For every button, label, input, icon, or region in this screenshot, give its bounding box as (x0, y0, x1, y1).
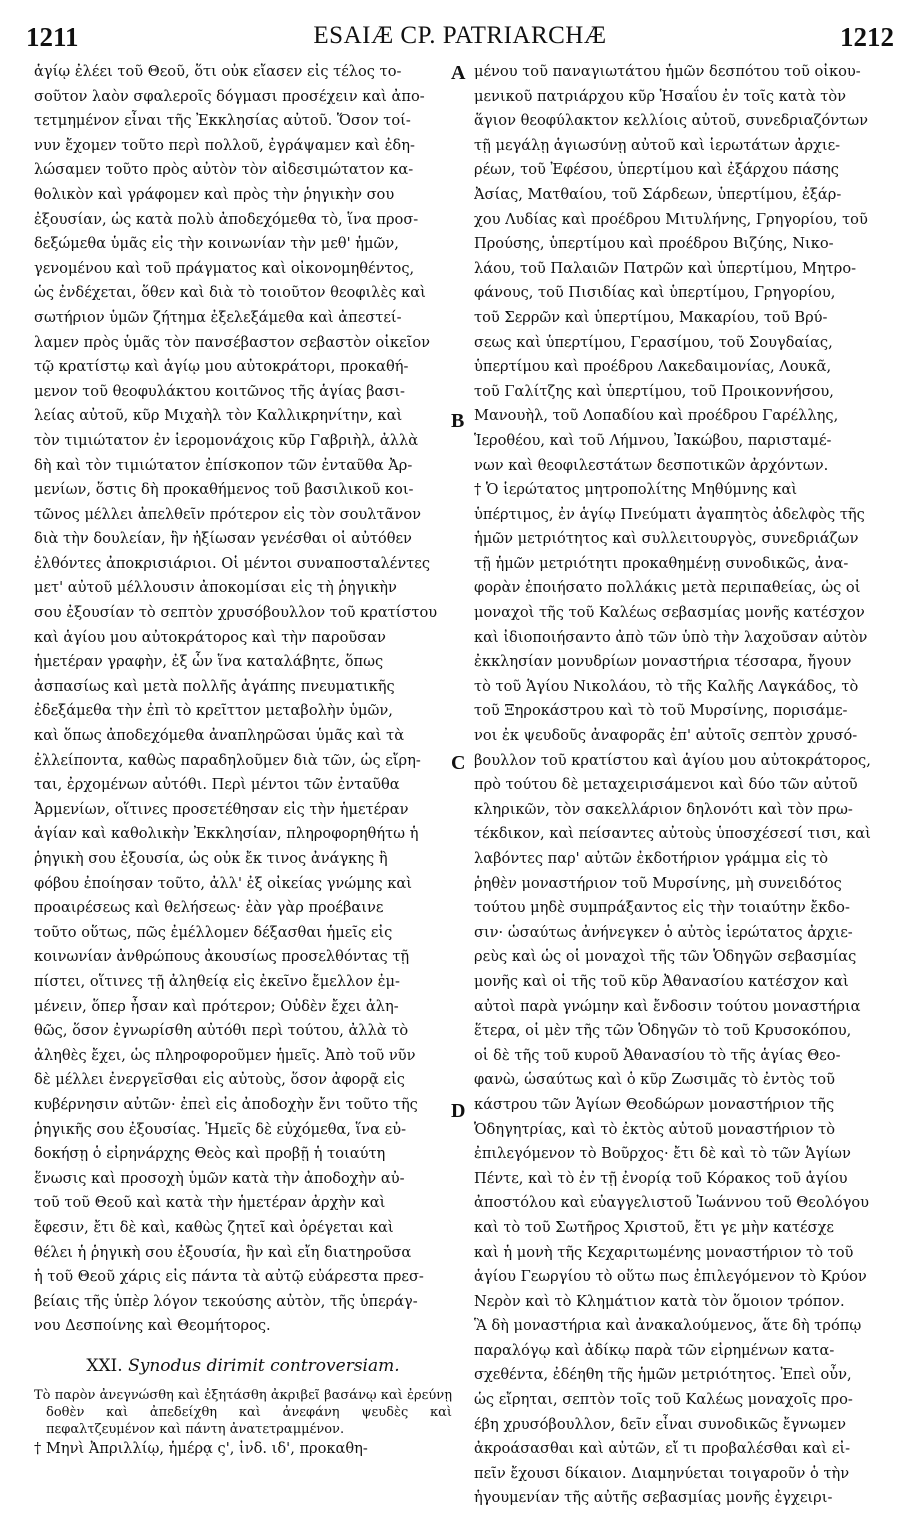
left-column-text-line: λαμεν πρὸς ὑμᾶς τὸν πανσέβαστον σεβαστὸν οἰκεῖον (34, 333, 431, 351)
left-column-text-line: τὸν τιμιώτατον ἐν ἱερομονάχοις κῦρ Γαβριὴλ, ἀλλὰ (34, 431, 419, 449)
right-column-text-line: ρέων, τοῦ Ἐφέσου, ὑπερτίμου καὶ ἐξάρχου πάσης (474, 161, 839, 179)
right-column-text-line: ἕτερα, οἱ μὲν τῆς τῶν Ὁδηγῶν τὸ τοῦ Κρυσοκόπου, (474, 1022, 852, 1040)
right-column-text-line: πρὸ τούτου δὲ μεταχειρισάμενοι καὶ δύο τῶν αὐτοῦ (474, 776, 858, 794)
right-column-text-line: φορὰν ἐποιήσατο πολλάκις μετὰ περιπαθείας, ὡς οἱ (474, 579, 861, 597)
left-column-text-line: μενίων, ὅστις δὴ προκαθήμενος τοῦ βασιλικοῦ κοι- (34, 481, 414, 499)
marker-c: C (451, 752, 466, 774)
left-column-text-line: γενομένου καὶ τοῦ πράγματος καὶ οἰκονομηθέντος, (34, 259, 415, 277)
right-column-text-line: νων καὶ θεοφιλεστάτων δεσποτικῶν ἀρχόντων. (474, 456, 829, 474)
right-column-text-line: μένου τοῦ παναγιωτάτου ἡμῶν δεσπότου τοῦ οἰκου- (474, 63, 861, 80)
right-column-text-line: τοῦ Σερρῶν καὶ ὑπερτίμου, Μακαρίου, τοῦ Βρύ- (474, 308, 828, 326)
left-column-text (34, 60, 452, 1339)
right-column-text-line: λάου, τοῦ Παλαιῶν Πατρῶν καὶ ὑπερτίμου, Μητρο- (474, 259, 857, 277)
left-column (34, 60, 452, 1460)
marker-d: D (451, 1100, 466, 1122)
right-column-text-line: καὶ ἰδιοποιήσαντο ἀπὸ τῶν ὑπὸ τὴν λαχοῦσαν αὐτὸν (474, 628, 868, 646)
right-column-text-line: ἐπιλεγόμενον τὸ Βοῦρχος· ἔτι δὲ καὶ τὸ τῶν Ἁγίων (474, 1145, 851, 1163)
right-column-text-line: ὑπερτίμου καὶ προέδρου Λακεδαιμονίας, Λουκᾶ, (474, 358, 832, 376)
left-column-text-line: λείας αὐτοῦ, κῦρ Μιχαὴλ τὸν Καλλικρηνίτην, καὶ (34, 407, 403, 425)
left-column-text-line: ται, ἐρχομένων αὐτόθι. Περὶ μέντοι τῶν ἐνταῦθα (34, 776, 400, 794)
right-column-text-line: Ὁδηγητρίας, καὶ τὸ ἐκτὸς αὐτοῦ μοναστήριον τὸ (474, 1120, 836, 1138)
left-column-text-line: φόβου ἐποίησαν τοῦτο, ἀλλ' ἐξ οἰκείας γνώμης καὶ (34, 874, 412, 892)
right-column-text-line: Ἱεροθέου, καὶ τοῦ Λήμνου, Ἰακώβου, παρισταμέ- (474, 431, 832, 449)
right-column (474, 60, 884, 1511)
left-column-text-line: τετμημένον εἶναι τῆς Ἐκκλησίας αὐτοῦ. Ὅσον τοί- (34, 112, 411, 130)
left-column-text-line: κυβέρνησιν αὐτῶν· ἐπεὶ εἰς ἀποδοχὴν ἔνι τοῦτο τῆς (34, 1095, 418, 1113)
section-heading (34, 1355, 452, 1377)
left-page-number: 1211 (26, 22, 79, 52)
left-column-text-line: θέλει ἡ ῥηγικὴ σου ἐξουσία, ἣν καὶ εἴη διατηροῦσα (34, 1243, 412, 1261)
right-column-text-line: παραλόγῳ καὶ ἀδίκῳ παρὰ τῶν εἰρημένων κατα- (474, 1341, 835, 1359)
right-column-text-line: Ἀσίας, Ματθαίου, τοῦ Σάρδεων, ὑπερτίμου, ἐξάρ- (474, 185, 842, 203)
right-column-text-line: κάστρου τῶν Ἁγίων Θεοδώρων μοναστήριον τῆς (474, 1095, 835, 1113)
left-column-text-line: ἐδεξάμεθα τὴν ἐπὶ τὸ κρεῖττον μεταβολὴν ὑμῶν, (34, 702, 393, 720)
left-column-text-line: πίστει, οἵτινες τῇ ἀληθείᾳ εἰς ἐκεῖνο ἔμελλον ἐμ- (34, 972, 400, 990)
section-title: Synodus dirimit controversiam. (128, 1355, 400, 1376)
right-column-text-line: κληρικῶν, τὸν σακελλάριον δηλονότι καὶ τὸν πρω- (474, 800, 853, 818)
left-column-text-line: δοκήσῃ ὁ εἰρηνάρχης Θεὸς καὶ προβῇ ἡ τοιαύτη (34, 1145, 386, 1163)
right-column-text-line: Πέντε, καὶ τὸ ἐν τῇ ἐνορίᾳ τοῦ Κόρακος τοῦ ἁγίου (474, 1169, 848, 1187)
right-column-text-line: τούτου μηδὲ συμπράξαντος εἰς τὴν τοιαύτην ἔκδο- (474, 899, 850, 917)
right-column-text-line: μενικοῦ πατριάρχου κῦρ Ἡσαΐου ἐν τοῖς κατὰ τὸν (474, 87, 846, 105)
right-column-text-line: ὑπέρτιμος, ἐν ἁγίῳ Πνεύματι ἀγαπητὸς ἀδελφὸς τῆς (474, 505, 865, 523)
left-column-text-line: καὶ ὅπως ἀποδεχόμεθα ἀναπληρῶσαι ὑμᾶς καὶ τὰ (34, 727, 405, 745)
left-column-text-line: ἡμετέραν γραφὴν, ἐξ ὧν ἵνα καταλάβητε, ὅπως (34, 653, 384, 671)
left-column-text-line: ἐξουσίαν, ὡς κατὰ πολὺ ἀποδεχόμεθα τὸ, ἵνα προσ- (34, 210, 419, 228)
right-column-text-line: † Ὁ ἱερώτατος μητροπολίτης Μηθύμνης καὶ (474, 481, 798, 499)
right-column-text-line: σιν· ὡσαύτως ἀνήνεγκεν ὁ αὐτὸς ἱερώτατος ἀρχιε- (474, 923, 853, 941)
right-column-text-line: Προύσης, ὑπερτίμου καὶ προέδρου Βιζύης, Νικο- (474, 235, 834, 253)
right-column-text-line: τὸ τοῦ Ἁγίου Νικολάου, τὸ τῆς Καλῆς Λαγκάδος, τὸ (474, 677, 859, 695)
left-column-text-line: ἡ τοῦ Θεοῦ χάρις εἰς πάντα τὰ αὐτῷ εὐάρεστα πρεσ- (34, 1268, 424, 1286)
right-column-text-line: τῇ ἡμῶν μετριότητι προκαθημένῃ συνοδικῶς, ἀνα- (474, 554, 849, 572)
section-dateline: † Μηνὶ Ἀπριλλίῳ, ἡμέρᾳ ς', ἰνδ. ιδ', προκαθη- (34, 1439, 368, 1457)
left-column-text-line: τῶνος μέλλει ἀπελθεῖν πρότερον εἰς τὸν σουλτᾶνον (34, 505, 422, 523)
right-column-text-line: ρεὺς καὶ ὡς οἱ μοναχοὶ τῆς τῶν Ὁδηγῶν σεβασμίας (474, 948, 857, 966)
left-column-text-line: καὶ ἁγίου μου αὐτοκράτορος καὶ τὴν παροῦσαν (34, 628, 386, 646)
right-column-text-line: μονῆς καὶ οἱ τῆς τοῦ κῦρ Ἀθανασίου κατέσχον καὶ (474, 972, 849, 990)
right-column-text-line: καὶ ἡ μονὴ τῆς Κεχαριτωμένης μοναστήριον τὸ τοῦ (474, 1243, 854, 1261)
left-column-text-line: τῷ κρατίστῳ καὶ ἁγίῳ μου αὐτοκράτορι, προκαθή- (34, 358, 409, 376)
left-column-text-line: ῥηγικῆς σου ἐξουσίας. Ἡμεῖς δὲ εὐχόμεθα, ἵνα εὐ- (34, 1120, 407, 1138)
right-column-text-line: Ἃ δὴ μοναστήρια καὶ ἀνακαλούμενος, ἅτε δὴ τρόπῳ (474, 1317, 862, 1335)
right-page-number: 1212 (840, 22, 894, 52)
right-column-text-line: φανὼ, ὡσαύτως καὶ ὁ κῦρ Ζωσιμᾶς τὸ ἐντὸς τοῦ (474, 1071, 835, 1089)
left-column-text-line: ὡς ἐνδέχεται, ὅθεν καὶ διὰ τὸ τοιοῦτον θεοφιλὲς καὶ (34, 284, 426, 302)
left-column-text-line: ἕνωσις καὶ προσοχὴ ὑμῶν κατὰ τὴν ἀποδοχὴν αὐ- (34, 1169, 405, 1187)
right-column-text-line: Μανουὴλ, τοῦ Λοπαδίου καὶ προέδρου Γαρέλλης, (474, 407, 839, 425)
right-column-text-line: έβη χρυσόβουλλον, δεῖν εἶναι συνοδικῶς ἔγνωμεν (474, 1415, 846, 1433)
left-column-text-line: νου Δεσποίνης καὶ Θεομήτορος. (34, 1317, 271, 1335)
right-column-text-line: νοι ἐκ ψευδοῦς ἀναφορᾶς ἐπ' αὐτοῖς σεπτὸν χρυσό- (474, 727, 858, 745)
right-column-text-line: ἀποστόλου καὶ εὐαγγελιστοῦ Ἰωάννου τοῦ Θεολόγου (474, 1194, 870, 1212)
left-column-text-line: τοῦτο οὕτως, πῶς ἐμέλλομεν δέξασθαι ἡμεῖς εἰς (34, 923, 393, 941)
right-column-text-line: βουλλον τοῦ κρατίστου καὶ ἁγίου μου αὐτοκράτορος, (474, 751, 871, 769)
left-column-text-line: σοῦτον λαὸν σφαλεροῖς δόγμασι προσέχειν καὶ ἀπο- (34, 87, 425, 105)
right-column-text-line: τοῦ Γαλίτζης καὶ ὑπερτίμου, τοῦ Προικοννήσου, (474, 382, 834, 400)
right-column-text-line: ῥηθὲν μοναστήριον τοῦ Μυρσίνης, μὴ συνειδότος (474, 874, 842, 892)
page-header (24, 22, 896, 62)
left-column-text-line: προαιρέσεως καὶ θελήσεως· ἐὰν γὰρ προέβαινε (34, 899, 384, 917)
left-column-text-line: ῥηγικὴ σου ἐξουσία, ὡς οὐκ ἔκ τινος ἀνάγκης ἢ (34, 850, 388, 867)
right-column-text-line: καὶ τὸ τοῦ Σωτῆρος Χριστοῦ, ἔτι γε μὴν κατέσχε (474, 1218, 834, 1236)
left-column-text-line: λώσαμεν τοῦτο πρὸς αὐτὸν τὸν αἰδεσιμώτατον κα- (34, 161, 414, 179)
left-column-text-line: τοῦ τοῦ Θεοῦ καὶ κατὰ τὴν ἡμετέραν ἀρχὴν καὶ (34, 1194, 386, 1212)
left-column-text-line: κοινωνίαν ἀνθρώπους ἀκουσίως προσελθόντας τῇ (34, 948, 410, 966)
left-column-text-line: μετ' αὐτοῦ μέλλουσιν ἀποκομίσαι εἰς τὴ ῥηγικὴν (34, 579, 397, 597)
right-column-text-line: αὐτοὶ παρὰ γνώμην καὶ ἔνδοσιν τούτου μοναστήρια (474, 997, 861, 1015)
left-column-text-line: νυν ἔχομεν τοῦτο περὶ πολλοῦ, ἐγράψαμεν καὶ ἐδη- (34, 136, 415, 154)
left-column-text-line: βείαις τῆς ὑπὲρ λόγον τεκούσης αὐτὸν, τῆς ὑπεράγ- (34, 1292, 418, 1310)
section-summary: Τὸ παρὸν ἀνεγνώσθη καὶ ἐξητάσθη ἀκριβεῖ βασάνῳ καὶ ἐρεύνῃ δοθὲν καὶ ἀπεδείχθη καὶ ἀνεφάνη ψευδὲς καὶ πεφαλτζευμένον καὶ πάντη ἀνατετραμμένον. (34, 1387, 452, 1437)
right-column-text-line: ὡς εἴρηται, σεπτὸν τοῖς τοῦ Καλέως μοναχοῖς προ- (474, 1391, 853, 1409)
left-column-text-line: ἁγίαν καὶ καθολικὴν Ἐκκλησίαν, πληροφορηθήτω ἡ (34, 825, 419, 843)
left-column-text-line: δεξώμεθα ὑμᾶς εἰς τὴν κοινωνίαν τὴν μεθ' ἡμῶν, (34, 235, 399, 253)
left-column-text-line: σωτήριον ὑμῶν ζήτημα ἐξελεξάμεθα καὶ ἀπεστεί- (34, 308, 402, 326)
left-column-text-line: δὲ μέλλει ἐνεργεῖσθαι εἰς αὐτοὺς, ὅσον ἀφορᾷ εἰς (34, 1071, 405, 1089)
right-column-text-line: ἡγουμενίαν τῆς αὐτῆς σεβασμίας μονῆς ἐγχειρι- (474, 1489, 833, 1507)
right-column-text-line: τοῦ Ξηροκάστρου καὶ τὸ τοῦ Μυρσίνης, πορισάμε- (474, 702, 848, 720)
right-column-text-line: ἡμῶν μετριότητος καὶ συλλειτουργὸς, συνεδριάζων (474, 530, 859, 548)
left-column-text-line: ἀσπασίως καὶ μετὰ πολλῆς ἀγάπης πνευματικῆς (34, 677, 395, 695)
right-column-text-line: ἅγιον θεοφύλακτον κελλίοις αὐτοῦ, συνεδριαζόντων (474, 112, 868, 130)
left-column-text-line: μενον τοῦ θεοφυλάκτου κοιτῶνος τῆς ἁγίας βασι- (34, 382, 405, 400)
left-column-text-line: μένειν, ὅπερ ἦσαν καὶ πρότερον; Οὐδὲν ἔχει ἀλη- (34, 997, 399, 1015)
right-column-text-line: ἁγίου Γεωργίου τὸ οὕτω πως ἐπιλεγόμενον τὸ Κρύον (474, 1268, 867, 1286)
left-column-text-line: θῶς, ὅσον ἐγνωρίσθη αὐτόθι περὶ τούτου, ἀλλὰ τὸ (34, 1022, 409, 1040)
right-column-text-line: τέκδικον, καὶ πείσαντες αὐτοὺς ὑποσχέσεσί τισι, καὶ (474, 825, 871, 843)
right-column-text-line: λαβόντες παρ' αὐτῶν ἐκδοτήριον γράμμα εἰς τὸ (474, 850, 829, 867)
right-column-text-line: οἱ δὲ τῆς τοῦ κυροῦ Ἀθανασίου τὸ τῆς ἁγίας Θεο- (474, 1046, 841, 1064)
left-column-text-line: Ἀρμενίων, οἵτινες προσετέθησαν εἰς τὴν ἡμετέραν (34, 800, 409, 818)
running-title: ESAIÆ CP. PATRIARCHÆ (313, 22, 607, 49)
right-column-text-line: πεῖν ἔχουσι δίκαιον. Διαμηνύεται τοιγαροῦν ὁ τὴν (474, 1464, 850, 1482)
right-column-text-line: ἀκροάσασθαι καὶ αὐτῶν, εἴ τι προβαλέσθαι καὶ εἰ- (474, 1440, 851, 1458)
right-column-text-line: Νερὸν καὶ τὸ Κλημάτιον κατὰ τὸν ὅμοιον τρόπον. (474, 1292, 845, 1310)
left-column-text-line: σου ἐξουσίαν τὸ σεπτὸν χρυσόβουλλον τοῦ κρατίστου (34, 604, 438, 622)
marker-a: A (451, 62, 466, 84)
left-column-text-line: ἀληθὲς ἔχει, ὡς πληροφοροῦμεν ἡμεῖς. Ἀπὸ τοῦ νῦν (34, 1046, 416, 1064)
left-column-text-line: θολικὸν καὶ γράφομεν καὶ πρὸς τὴν ῥηγικὴν σου (34, 185, 395, 203)
left-column-text-line: ἁγίῳ ἐλέει τοῦ Θεοῦ, ὅτι οὐκ εἴασεν εἰς τέλος το- (34, 63, 402, 80)
marker-b: B (451, 410, 465, 432)
left-column-text-line: ἐλλείποντα, καθὼς παραδηλοῦμεν διὰ τῶν, ὡς εἴρη- (34, 751, 421, 769)
right-column-text-line: σεως καὶ ὑπερτίμου, Γερασίμου, τοῦ Σουγδαίας, (474, 333, 833, 351)
section-number: XXI. (86, 1355, 123, 1376)
left-column-text-line: διὰ τὴν δουλείαν, ἣν ἠξίωσαν γενέσθαι οἱ αὐτόθεν (34, 530, 412, 548)
left-column-text-line: ἐλθόντες ἀποκρισιάριοι. Οἱ μέντοι συναποσταλέντες (34, 554, 431, 572)
right-column-text-line: μοναχοὶ τῆς τοῦ Καλέως σεβασμίας μονῆς κατέσχον (474, 604, 865, 622)
left-column-text-line: ἔφεσιν, ἔτι δὲ καὶ, καθὼς ζητεῖ καὶ ὀρέγεται καὶ (34, 1218, 394, 1236)
right-column-text-line: ἐκκλησίαν μονυδρίων μοναστήρια τέσσαρα, ἤγουν (474, 653, 852, 671)
left-column-text-line: δὴ καὶ τὸν τιμιώτατον ἐπίσκοπον τῶν ἐνταῦθα Ἀρ- (34, 456, 413, 474)
right-column-text-line: χου Λυδίας καὶ προέδρου Μιτυλήνης, Γρηγορίου, τοῦ (474, 210, 868, 228)
right-column-text-line: φάνους, τοῦ Πισιδίας καὶ ὑπερτίμου, Γρηγορίου, (474, 284, 836, 302)
right-column-text-line: σχεθέντα, ἐδέηθη τῆς ἡμῶν μετριότητος. Ἐπεὶ οὖν, (474, 1366, 852, 1384)
right-column-text-line: τῇ μεγάλῃ ἁγιωσύνῃ αὐτοῦ καὶ ἱερωτάτων ἀρχιε- (474, 136, 841, 154)
right-column-text (474, 60, 884, 1511)
